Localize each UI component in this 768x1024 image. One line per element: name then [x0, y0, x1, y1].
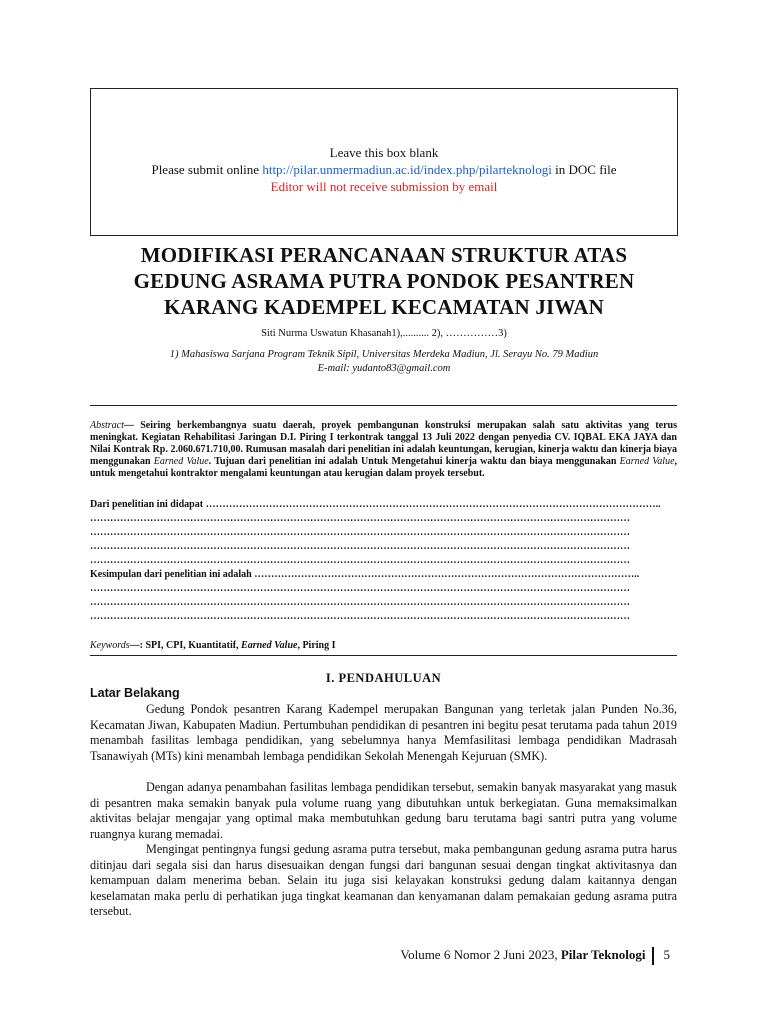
abstract-text-1: Seiring berkembangnya suatu daerah, proyek pembangunan konstruksi merupakan salah satu aktivitas yang terus meningkat. Kegiatan Rehabilitasi Jaringan D.I. Piring I terkontrak tanggal 13 Juli 2022 dengan penyedia CV. IQBAL EKA JAYA dan Nilai Kontrak Rp. 2.060.671.710,00. Rumusan masalah dari penelitian ini adalah keuntungan, kerugian, kinerja waktu dan kinerja biaya menggunakan	[90, 420, 678, 467]
body-paragraph-3: Mengingat pentingnya fungsi gedung asrama putra tersebut, maka pembangunan gedung asrama putra harus ditinjau dari segala sisi dan harus disesuaikan dengan fungsi dari bangunan sesuai dengan tingkat aktivitasnya dan kemampuan dalam menerima beban. Selain itu juga sisi kelayakan konstruksi gedung dalam kaitannya dengan keselamatan maka perlu di perhatikan juga tingkat keamanan dan kenyamanan dalam pemakaian gedung asrama putra tersebut.	[90, 842, 677, 918]
author-list: Siti Nurma Uswatun Khasanah1),.......... 2), ……………3)	[261, 328, 507, 339]
abstract-text-3: , untuk mengetahui kontraktor mengalami keuntungan atau kerugian dalam proyek tersebut.	[90, 456, 678, 479]
abstract-body: Abstract— Seiring berkembangnya suatu daerah, proyek pembangunan konstruksi merupakan salah satu aktivitas yang terus meningkat. Kegiatan Rehabilitasi Jaringan D.I. Piring I terkontrak tanggal 13 Juli 2022 dengan penyedia CV. IQBAL EKA JAYA dan Nilai Kontrak Rp. 2.060.671.710,00. Rumusan masalah dari penelitian ini adalah keuntungan, kerugian, kinerja waktu dan kinerja biaya menggunakan Earned Value. Tujuan dari penelitian ini adalah Untuk Mengetahui kinerja waktu dan biaya menggunakan Earned Value, untuk mengetahui kontraktor mengalami keuntungan atau kerugian dalam proyek tersebut.	[90, 420, 678, 479]
box-instruction: Leave this box blank	[329, 145, 439, 160]
box-warning: Editor will not receive submission by email	[270, 179, 498, 194]
box-submit-format: in DOC file	[551, 162, 617, 177]
paper-title-line-2: GEDUNG ASRAMA PUTRA PONDOK PESANTREN	[133, 269, 635, 293]
paper-title-line-1: MODIFIKASI PERANCANAAN STRUKTUR ATAS	[140, 243, 628, 267]
body-paragraph-1: Gedung Pondok pesantren Karang Kadempel merupakan Bangunan yang terletak jalan Punden No.36, Kecamatan Jiwan, Kabupaten Madiun. Pertumbuhan pendidikan di pesantren ini begitu pesat terutama pada tahun 2019 menambah fasilitas lembaga pendidikan, yang sebelumnya hanya Memfasilitasi lembaga pendidikan Madrasah Tsanawiyah (MTs) kini menambah lembaga pendidikan Sekolah Menengah Kejuruan (SMK).	[90, 702, 677, 763]
abstract-dot-line: ………………………………………………………………………………………………………………………………………………	[90, 583, 630, 594]
footer-divider	[652, 947, 654, 965]
submission-link[interactable]: http://pilar.unmermadiun.ac.id/index.php/pilarteknologi	[262, 162, 552, 177]
abstract-conclusion-label: Kesimpulan dari penelitian ini adalah ……………………………………………………………………………………………………..	[90, 569, 640, 580]
page-number: 5	[663, 947, 670, 962]
abstract-dot-line: ………………………………………………………………………………………………………………………………………………	[90, 527, 630, 538]
page-footer	[400, 947, 670, 965]
abstract-top-rule	[90, 405, 677, 406]
leave-blank-box	[90, 88, 678, 236]
keywords-label: Keywords	[90, 640, 130, 651]
abstract-dot-line: ………………………………………………………………………………………………………………………………………………	[90, 513, 630, 524]
abstract-dot-line: ………………………………………………………………………………………………………………………………………………	[90, 611, 630, 622]
abstract-dot-line: ………………………………………………………………………………………………………………………………………………	[90, 555, 630, 566]
footer-volume: Volume 6 Nomor 2 Juni 2023,	[400, 947, 561, 962]
abstract-label: Abstract	[90, 420, 124, 431]
subsection-heading: Latar Belakang	[90, 686, 180, 700]
box-submit-text: Please submit online	[151, 162, 263, 177]
keywords-line: Keywords—: SPI, CPI, Kuantitatif, Earned Value, Piring I	[90, 640, 336, 651]
keywords-bottom-rule	[90, 655, 677, 656]
footer-journal-name: Pilar Teknologi	[560, 947, 646, 962]
author-affiliation: 1) Mahasiswa Sarjana Program Teknik Sipil, Universitas Merdeka Madiun, Jl. Serayu No. 79 Madiun	[169, 349, 599, 360]
paper-title-line-3: KARANG KADEMPEL KECAMATAN JIWAN	[163, 295, 604, 319]
abstract-results-label: Dari penelitian ini didapat ………………………………………………………………………………………………………………………..	[90, 499, 661, 510]
abstract-dot-line: ………………………………………………………………………………………………………………………………………………	[90, 597, 630, 608]
section-heading: I. PENDAHULUAN	[325, 671, 442, 685]
box-submit-line	[91, 162, 677, 178]
abstract-text-2: . Tujuan dari penelitian ini adalah Untuk Mengetahui kinerja waktu dan biaya menggunakan	[208, 456, 620, 467]
body-paragraph-2: Dengan adanya penambahan fasilitas lembaga pendidikan tersebut, semakin banyak masyarakat yang masuk di pesantren maka semakin banyak pula volume ruang yang dibutuhkan untuk berkegiatan. Guna memaksimalkan aktivitas belajar mengajar yang optimal maka membutuhkan gedung baru terutama bagi santri putra yang volume ruangnya kurang memadai.	[90, 780, 677, 841]
author-email: E-mail: yudanto83@gmail.com	[317, 363, 451, 374]
abstract-dot-line: ………………………………………………………………………………………………………………………………………………	[90, 541, 630, 552]
